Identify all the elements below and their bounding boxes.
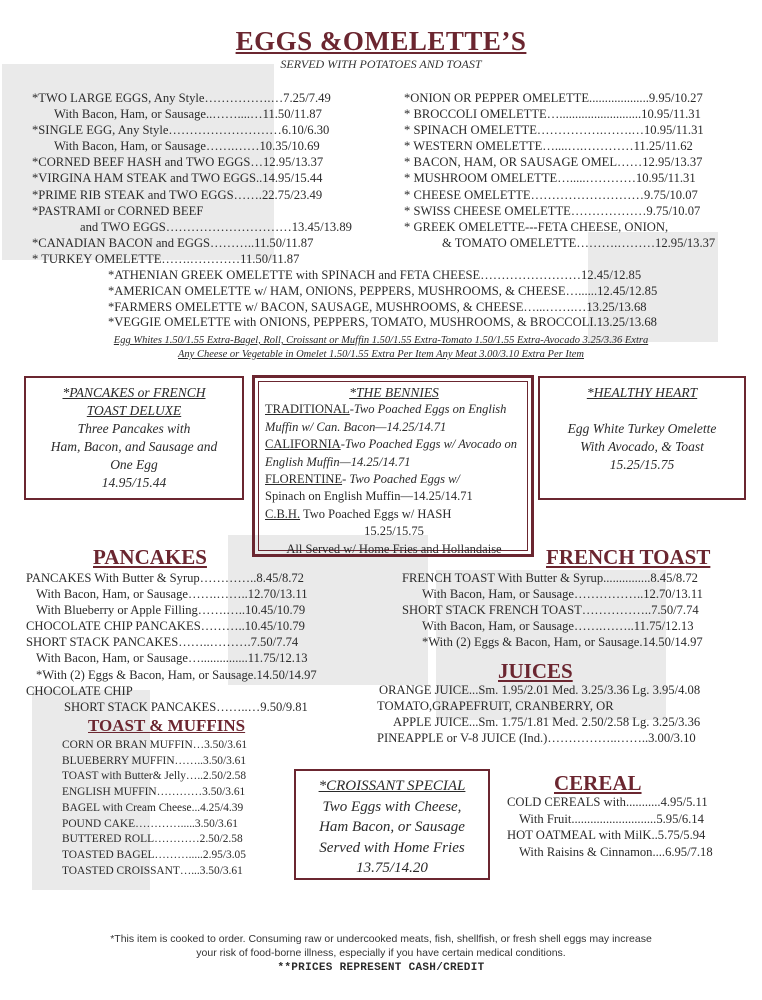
pancakes-list [26, 570, 386, 715]
healthy-heart-line: With Avocado, & Toast [580, 439, 704, 454]
menu-item: CHOCOLATE CHIP [26, 683, 133, 698]
footer-prices-note: **PRICES REPRESENT CASH/CREDIT [277, 962, 485, 974]
juices-section-title: JUICES [498, 659, 573, 683]
toast-list [62, 738, 247, 879]
menu-item: TOAST with Butter& Jelly…..2.50/2.58 [62, 770, 247, 783]
footer-warning-1: *This item is cooked to order. Consuming raw or undercooked meats, fish, shellfish, or fresh shell eggs may increase [110, 933, 652, 945]
menu-item: BAGEL with Cream Cheese...4.25/4.39 [62, 801, 244, 814]
pancakes-deluxe-box [24, 376, 244, 500]
menu-item: TOASTED CROISSANT…...3.50/3.61 [62, 864, 243, 877]
menu-item: With Bacon, Ham, or Sausage..……....…11.50/11.87 [54, 107, 322, 122]
menu-item: FRENCH TOAST With Butter & Syrup...............8.45/8.72 [402, 571, 698, 585]
cereal-list [507, 794, 757, 860]
menu-item: *FARMERS OMELETTE w/ BACON, SAUSAGE, MUSHROOMS, & CHEESE…...…….…13.25/13.68 [108, 299, 647, 314]
page-subtitle: SERVED WITH POTATOES AND TOAST [280, 57, 482, 71]
specialty-omelettes-list [108, 268, 748, 331]
toast-section-title: TOAST & MUFFINS [88, 716, 246, 735]
bennies-heading: *THE BENNIES [349, 385, 439, 400]
omelettes-right-list [404, 90, 754, 251]
menu-item: COLD CEREALS with...........4.95/5.11 [507, 795, 708, 809]
croissant-line: Served with Home Fries [319, 839, 465, 856]
menu-item: ENGLISH MUFFIN…………3.50/3.61 [62, 786, 246, 799]
menu-item: *VEGGIE OMELETTE with ONIONS, PEPPERS, TOMATO, MUSHROOMS, & BROCCOLI.13.25/13.68 [108, 315, 657, 330]
menu-item: BLUEBERRY MUFFIN……..3.50/3.61 [62, 754, 247, 767]
menu-item: SHORT STACK FRENCH TOAST……………..7.50/7.74 [402, 603, 699, 618]
menu-item: * MUSHROOM OMELETTE….....…………10.95/11.31 [404, 171, 696, 186]
menu-item: *With (2) Eggs & Bacon, Ham, or Sausage.14.50/14.97 [36, 667, 317, 682]
menu-item: *CORNED BEEF HASH and TWO EGGS…12.95/13.37 [32, 155, 324, 170]
croissant-line: Two Eggs with Cheese, [322, 798, 462, 815]
pancakes-deluxe-line: One Egg [110, 457, 158, 472]
healthy-heart-box [538, 376, 746, 500]
french-toast-section-title: FRENCH TOAST [546, 545, 711, 569]
menu-item: *SINGLE EGG, Any Style………………………6.10/6.30 [32, 123, 330, 138]
menu-item: *VIRGINA HAM STEAK and TWO EGGS..14.95/15.44 [32, 171, 323, 186]
menu-item: CHOCOLATE CHIP PANCAKES………..10.45/10.79 [26, 619, 305, 634]
menu-item: PINEAPPLE or V-8 JUICE (Ind.)……………..……..3.00/3.10 [377, 731, 696, 746]
menu-item: *TWO LARGE EGGS, Any Style…………….…7.25/7.49 [32, 91, 331, 105]
bennies-florentine-line2: Spinach on English Muffin—14.25/14.71 [265, 489, 473, 504]
pancakes-section-title: PANCAKES [93, 545, 207, 569]
menu-item: *ONION OR PEPPER OMELETTE...................9.95/10.27 [404, 91, 703, 105]
menu-item: SHORT STACK PANCAKES……..……….7.50/7.74 [26, 635, 299, 650]
menu-item: SHORT STACK PANCAKES……..…9.50/9.81 [64, 699, 308, 714]
extras-note-2: Any Cheese or Vegetable in Omelet 1.50/1.55 Extra Per Item Any Meat 3.00/3.10 Extra Per Item [178, 349, 584, 360]
croissant-line: Ham Bacon, or Sausage [319, 819, 465, 835]
pancakes-deluxe-line: Three Pancakes with [77, 421, 191, 436]
menu-item: ORANGE JUICE...Sm. 1.95/2.01 Med. 3.25/3.36 Lg. 3.95/4.08 [379, 683, 701, 697]
menu-item: *CANADIAN BACON and EGGS………..11.50/11.87 [32, 235, 314, 250]
menu-item: BUTTERED ROLL…………2.50/2.58 [62, 833, 243, 846]
menu-item: TOMATO,GRAPEFRUIT, CRANBERRY, OR [377, 699, 614, 714]
bennies-florentine: FLORENTINE- Two Poached Eggs w/ [265, 472, 460, 487]
menu-item: & TOMATO OMELETTE……….………12.95/13.37 [442, 235, 716, 250]
menu-item: PANCAKES With Butter & Syrup…………..8.45/8.72 [26, 571, 304, 585]
menu-item: and TWO EGGS…………………………13.45/13.89 [80, 219, 352, 234]
menu-item: * SPINACH OMELETTE…………….…….…10.95/11.31 [404, 123, 704, 138]
pancakes-deluxe-price: 14.95/15.44 [101, 475, 167, 490]
menu-item: * WESTERN OMELETTE…....….…………11.25/11.62 [404, 139, 693, 154]
extras-note-1: Egg Whites 1.50/1.55 Extra-Bagel, Roll, Croissant or Muffin 1.50/1.55 Extra-Tomato 1.50/1.55 Extra-Avocado 3.25/3.36 Extra [113, 335, 649, 346]
croissant-special-box [294, 769, 490, 880]
menu-item: * TURKEY OMELETTE…….…………11.50/11.87 [32, 251, 300, 266]
menu-item: With Bacon, Ham, or Sausage…...............11.75/12.13 [36, 651, 308, 666]
bennies-footer: All Served w/ Home Fries and Hollandaise [286, 541, 502, 556]
pancakes-deluxe-heading: *PANCAKES or FRENCH TOAST DELUXE [62, 385, 206, 418]
french-toast-list [402, 570, 752, 650]
page-title: EGGS &OMELETTE’S [235, 26, 527, 56]
healthy-heart-price: 15.25/15.75 [609, 457, 675, 472]
footer-warning-2: your risk of food-borne illness, especially if you have certain medical conditions. [196, 947, 566, 959]
menu-item: With Blueberry or Apple Filling…….…..10.45/10.79 [36, 603, 306, 618]
menu-item: HOT OATMEAL with MilK..5.75/5.94 [507, 828, 706, 843]
menu-item: With Bacon, Ham, or Sausage…….……..11.75/12.13 [422, 619, 694, 634]
menu-item: APPLE JUICE...Sm. 1.75/1.81 Med. 2.50/2.58 Lg. 3.25/3.36 [393, 715, 701, 730]
menu-item: With Bacon, Ham, or Sausage…….……..12.70/13.11 [36, 587, 308, 602]
bennies-cbh-price: 15.25/15.75 [364, 524, 424, 539]
bennies-cbh: C.B.H. Two Poached Eggs w/ HASH [265, 506, 452, 521]
menu-item: CORN OR BRAN MUFFIN…3.50/3.61 [62, 739, 248, 751]
menu-item: *AMERICAN OMELETTE w/ HAM, ONIONS, PEPPERS, MUSHROOMS, & CHEESE…......12.45/12.85 [108, 283, 658, 298]
bennies-traditional: TRADITIONAL-Two Poached Eggs on English Muffin w/ Can. Bacon—14.25/14.71 [265, 402, 507, 434]
pancakes-deluxe-line: Ham, Bacon, and Sausage and [50, 439, 218, 454]
menu-item: *ATHENIAN GREEK OMELETTE with SPINACH and FETA CHEESE……………………12.45/12.85 [108, 268, 642, 282]
menu-item: With Raisins & Cinnamon....6.95/7.18 [519, 844, 713, 859]
menu-item: *PASTRAMI or CORNED BEEF [32, 203, 204, 218]
juices-list [377, 682, 757, 746]
menu-item: * GREEK OMELETTE---FETA CHEESE, ONION, [404, 219, 669, 234]
bennies-box [252, 375, 534, 557]
eggs-left-list [32, 90, 372, 267]
healthy-heart-line: Egg White Turkey Omelette [567, 421, 717, 436]
menu-item: TOASTED BAGEL……….....2.95/3.05 [62, 848, 246, 861]
menu-item: * BROCCOLI OMELETTE…..........................10.95/11.31 [404, 107, 701, 122]
bennies-california: CALIFORNIA-Two Poached Eggs w/ Avocado on English Muffin—14.25/14.71 [265, 437, 517, 469]
menu-item: * SWISS CHEESE OMELETTE………………9.75/10.07 [404, 203, 701, 218]
menu-item: *With (2) Eggs & Bacon, Ham, or Sausage.14.50/14.97 [422, 635, 703, 650]
menu-item: With Bacon, Ham, or Sausage…….……10.35/10.69 [54, 139, 320, 154]
menu-item: POUND CAKE………….....3.50/3.61 [62, 817, 238, 830]
menu-item: * CHEESE OMELETTE………………………9.75/10.07 [404, 187, 698, 202]
menu-item: *PRIME RIB STEAK and TWO EGGS…….22.75/23.49 [32, 187, 323, 202]
menu-item: * BACON, HAM, OR SAUSAGE OMEL……12.95/13.37 [404, 155, 703, 170]
croissant-heading: *CROISSANT SPECIAL [318, 778, 466, 794]
cereal-section-title: CEREAL [554, 771, 642, 795]
menu-item: With Bacon, Ham, or Sausage……………..12.70/13.11 [422, 587, 703, 602]
menu-item: With Fruit...........................5.95/6.14 [519, 811, 704, 826]
healthy-heart-heading: *HEALTHY HEART [586, 385, 698, 400]
croissant-price: 13.75/14.20 [356, 860, 428, 876]
